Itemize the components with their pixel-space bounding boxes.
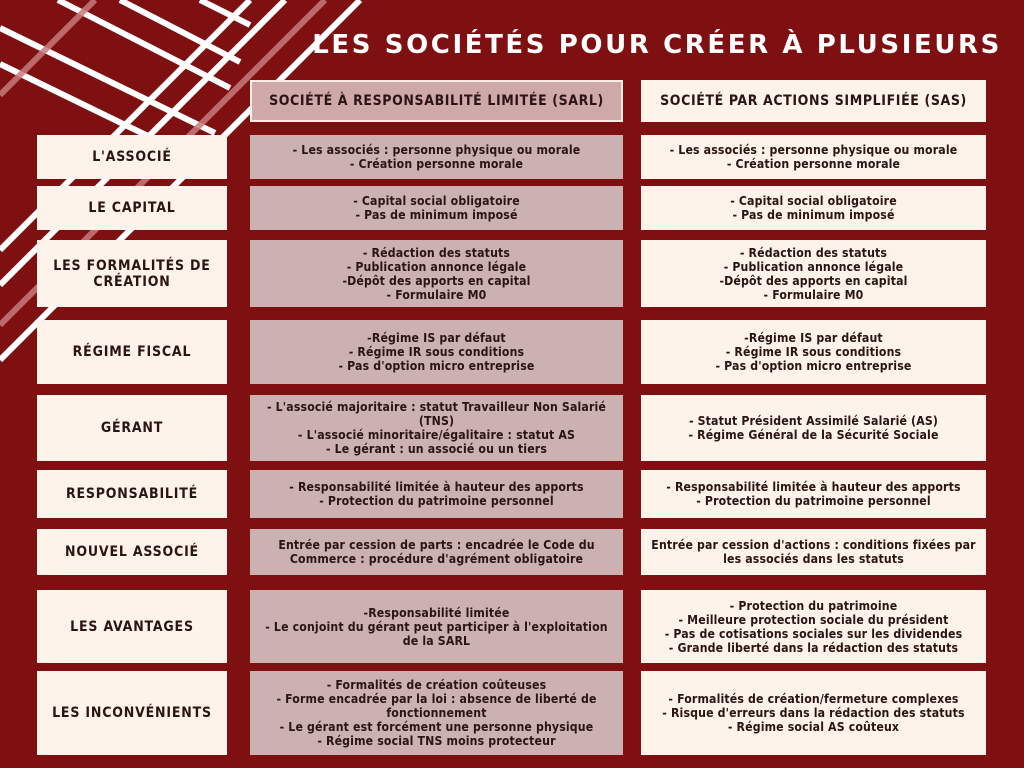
row-label-regime-fiscal: RÉGIME FISCAL <box>37 320 227 384</box>
sas-cell-responsabilite: - Responsabilité limitée à hauteur des apports - Protection du patrimoine personnel <box>641 470 986 518</box>
sas-cell-nouvel-associe: Entrée par cession d'actions : conditions fixées par les associés dans les statuts <box>641 529 986 575</box>
page-title: LES SOCIÉTÉS POUR CRÉER À PLUSIEURS <box>312 30 1002 60</box>
row-label-capital: LE CAPITAL <box>37 186 227 230</box>
sarl-cell-capital: - Capital social obligatoire - Pas de minimum imposé <box>250 186 623 230</box>
sarl-cell-nouvel-associe: Entrée par cession de parts : encadrée le Code du Commerce : procédure d'agrément obligatoire <box>250 529 623 575</box>
row-label-formalites: LES FORMALITÉS DE CRÉATION <box>37 240 227 307</box>
sas-cell-regime-fiscal: -Régime IS par défaut - Régime IR sous conditions - Pas d'option micro entreprise <box>641 320 986 384</box>
sas-cell-avantages: - Protection du patrimoine - Meilleure protection sociale du président - Pas de cotisations sociales sur les dividendes - Grande liberté dans la rédaction des statuts <box>641 590 986 663</box>
sas-cell-associe: - Les associés : personne physique ou morale - Création personne morale <box>641 135 986 179</box>
sarl-cell-associe: - Les associés : personne physique ou morale - Création personne morale <box>250 135 623 179</box>
sarl-cell-responsabilite: - Responsabilité limitée à hauteur des apports - Protection du patrimoine personnel <box>250 470 623 518</box>
row-label-nouvel-associe: NOUVEL ASSOCIÉ <box>37 529 227 575</box>
sarl-column-header: SOCIÉTÉ À RESPONSABILITÉ LIMITÉE (SARL) <box>250 80 623 122</box>
sarl-cell-inconvenients: - Formalités de création coûteuses - Forme encadrée par la loi : absence de liberté de fonctionnement - Le gérant est forcément une personne physique - Régime social TNS moins protecteur <box>250 671 623 755</box>
sarl-cell-formalites: - Rédaction des statuts - Publication annonce légale -Dépôt des apports en capital - Formulaire M0 <box>250 240 623 307</box>
sas-column-header: SOCIÉTÉ PAR ACTIONS SIMPLIFIÉE (SAS) <box>641 80 986 122</box>
sas-cell-formalites: - Rédaction des statuts - Publication annonce légale -Dépôt des apports en capital - Formulaire M0 <box>641 240 986 307</box>
row-label-inconvenients: LES INCONVÉNIENTS <box>37 671 227 755</box>
row-label-associe: L'ASSOCIÉ <box>37 135 227 179</box>
sarl-cell-gerant: - L'associé majoritaire : statut Travailleur Non Salarié (TNS) - L'associé minoritaire/égalitaire : statut AS - Le gérant : un associé ou un tiers <box>250 395 623 461</box>
sas-cell-capital: - Capital social obligatoire - Pas de minimum imposé <box>641 186 986 230</box>
row-label-responsabilite: RESPONSABILITÉ <box>37 470 227 518</box>
sas-cell-gerant: - Statut Président Assimilé Salarié (AS) - Régime Général de la Sécurité Sociale <box>641 395 986 461</box>
row-label-gerant: GÉRANT <box>37 395 227 461</box>
row-label-avantages: LES AVANTAGES <box>37 590 227 663</box>
sas-cell-inconvenients: - Formalités de création/fermeture complexes - Risque d'erreurs dans la rédaction des statuts - Régime social AS coûteux <box>641 671 986 755</box>
sarl-cell-avantages: -Responsabilité limitée - Le conjoint du gérant peut participer à l'exploitation de la SARL <box>250 590 623 663</box>
sarl-cell-regime-fiscal: -Régime IS par défaut - Régime IR sous conditions - Pas d'option micro entreprise <box>250 320 623 384</box>
